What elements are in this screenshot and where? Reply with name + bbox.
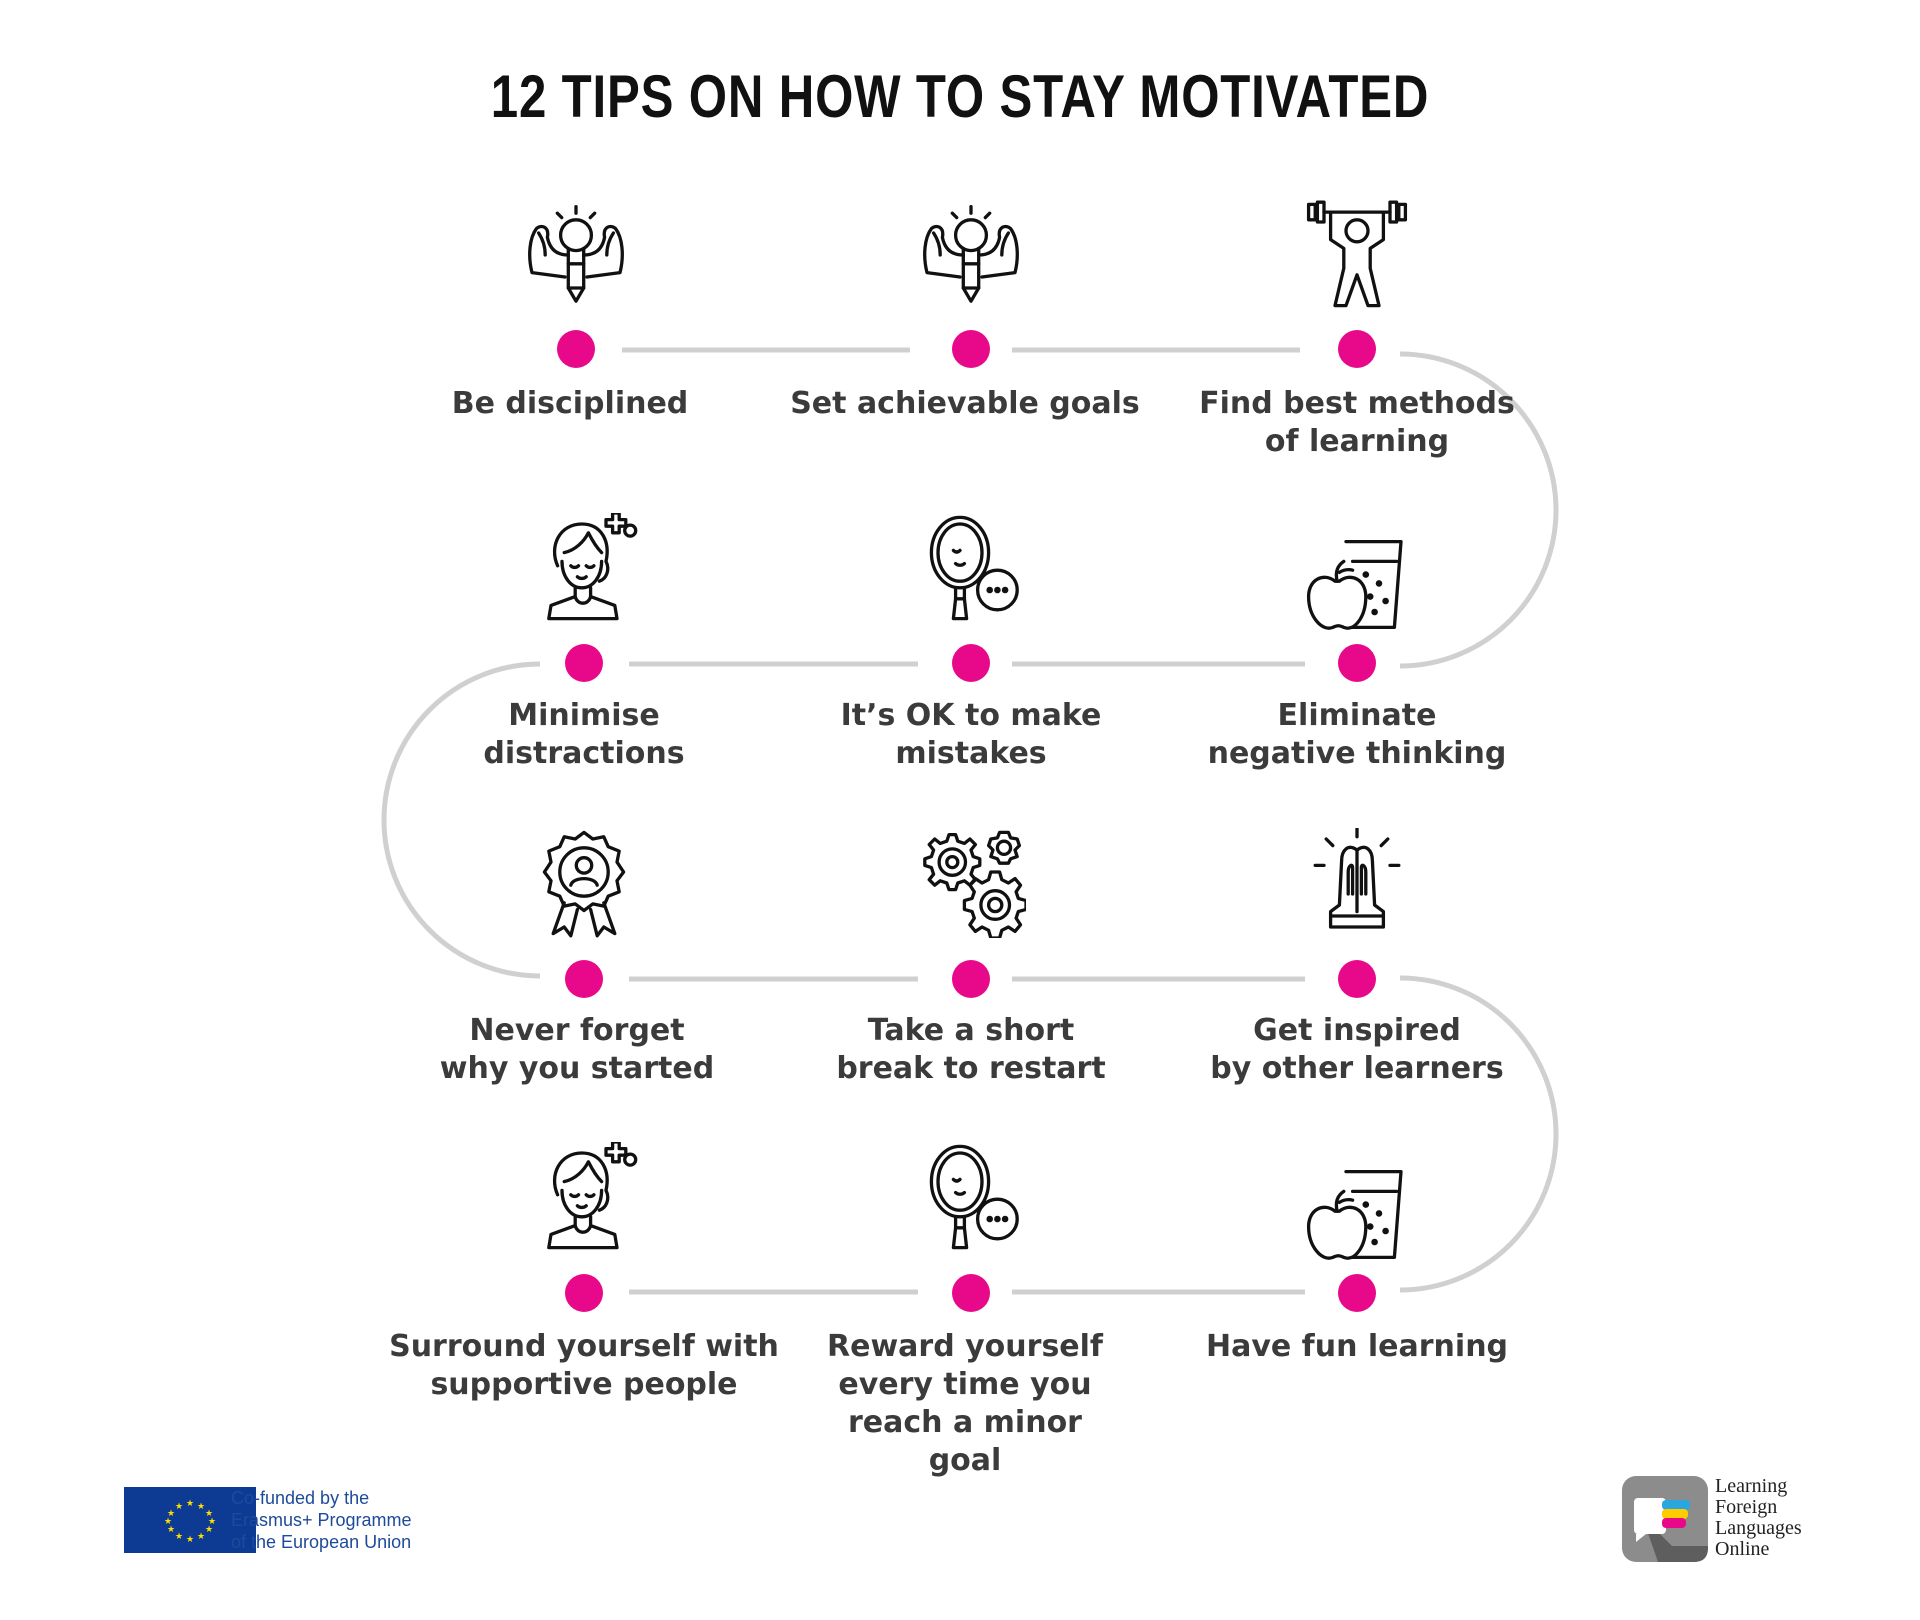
strong-lightbulb-icon [916, 200, 1026, 310]
apple-juice-icon [1302, 535, 1412, 645]
relaxed-woman-icon [529, 1142, 639, 1252]
tip-label: Reward yourself every time you reach a minor goal [827, 1329, 1103, 1478]
tip-label: Get inspired by other learners [1210, 1013, 1504, 1086]
svg-text:★: ★ [185, 1535, 195, 1545]
tip-marker [952, 330, 990, 368]
svg-text:★: ★ [196, 1502, 206, 1512]
gears-icon [916, 828, 1026, 938]
tip-marker [952, 960, 990, 998]
tip-marker [1338, 644, 1376, 682]
svg-text:★: ★ [185, 1499, 195, 1509]
strong-lightbulb-icon [521, 200, 631, 310]
page-title: 12 TIPS ON HOW TO STAY MOTIVATED [490, 63, 1430, 130]
tip-marker [952, 1274, 990, 1312]
tip-marker [565, 960, 603, 998]
svg-text:★: ★ [174, 1502, 184, 1512]
tip-label: Minimise distractions [483, 698, 685, 771]
eu-funding-text: Co-funded by the Erasmus+ Programme of the European Union [231, 1488, 412, 1552]
svg-text:★: ★ [196, 1532, 206, 1542]
tip-label: Have fun learning [1205, 1329, 1509, 1364]
lflo-logo-icon [1622, 1476, 1708, 1562]
svg-text:★: ★ [166, 1525, 176, 1535]
tip-label: Set achievable goals [790, 386, 1140, 421]
tip-marker [952, 644, 990, 682]
weightlifter-icon [1302, 200, 1412, 310]
svg-text:★: ★ [207, 1517, 217, 1527]
tip-marker [1338, 1274, 1376, 1312]
tip-marker [1338, 330, 1376, 368]
svg-text:★: ★ [204, 1509, 214, 1519]
tip-label: Take a short break to restart [836, 1013, 1106, 1086]
tip-marker [565, 1274, 603, 1312]
svg-text:★: ★ [166, 1509, 176, 1519]
tip-label: Never forget why you started [439, 1013, 715, 1086]
mirror-speech-icon [916, 513, 1026, 623]
tip-label: Find best methods of learning [1199, 386, 1515, 459]
award-badge-icon [529, 828, 639, 938]
tip-marker [1338, 960, 1376, 998]
tip-marker [557, 330, 595, 368]
relaxed-woman-icon [529, 513, 639, 623]
svg-text:★: ★ [174, 1532, 184, 1542]
tip-label: Surround yourself with supportive people [389, 1329, 779, 1402]
tip-label: Be disciplined [451, 386, 689, 421]
lflo-logo-text: Learning Foreign Languages Online [1715, 1475, 1802, 1560]
tip-label: Eliminate negative thinking [1207, 698, 1507, 771]
apple-juice-icon [1302, 1165, 1412, 1275]
tip-marker [565, 644, 603, 682]
svg-text:★: ★ [163, 1517, 173, 1527]
mirror-speech-icon [916, 1142, 1026, 1252]
praying-hands-icon [1302, 828, 1412, 938]
tip-label: It’s OK to make mistakes [840, 698, 1102, 771]
svg-text:★: ★ [204, 1525, 214, 1535]
